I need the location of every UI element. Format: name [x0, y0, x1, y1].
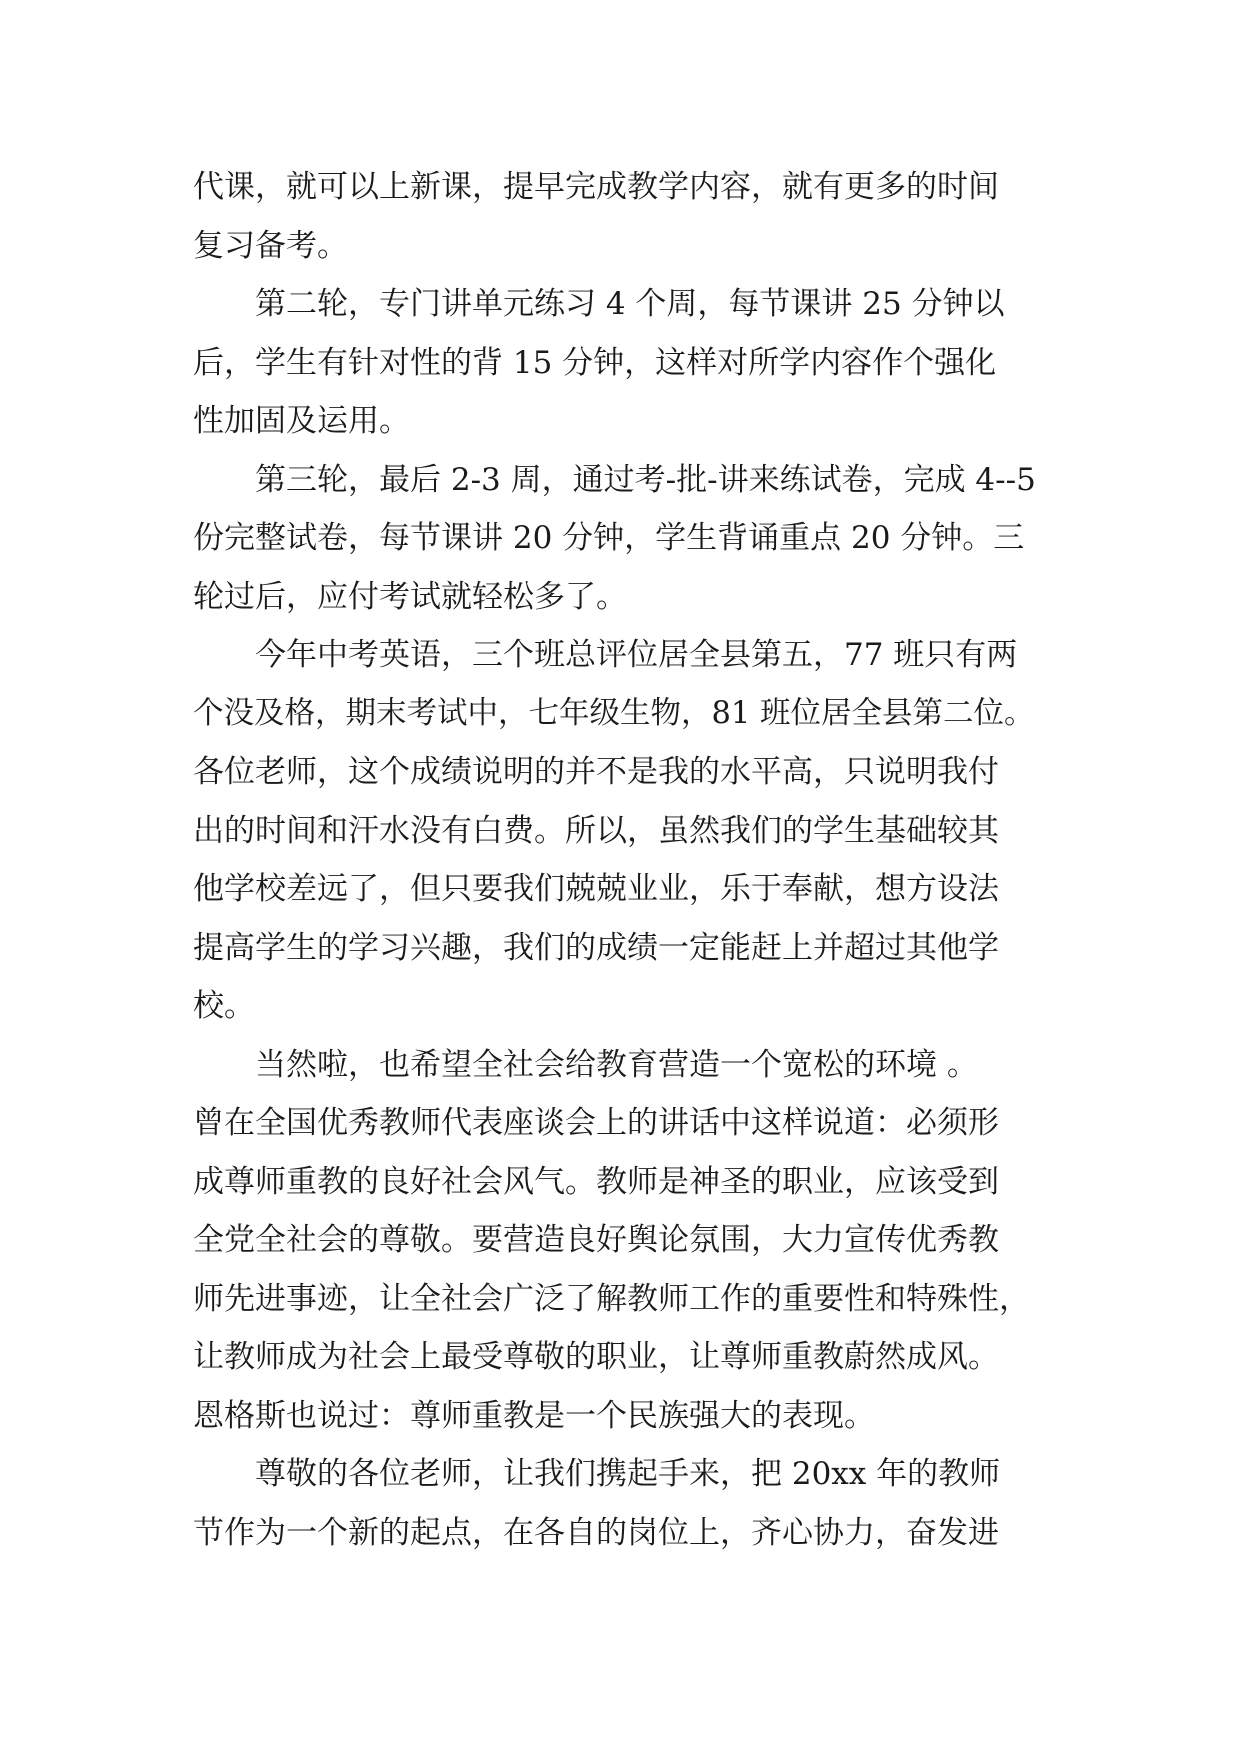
text-line-6: 第三轮，最后 2-3 周，通过考-批-讲来练试卷，完成 4--5	[255, 461, 1036, 498]
text-line-20: 师先进事迹，让全社会广泛了解教师工作的重要性和特殊性，	[193, 1280, 1030, 1317]
text-line-17: 曾在全国优秀教师代表座谈会上的讲话中这样说道：必须形	[193, 1105, 999, 1141]
text-line-13: 他学校差远了，但只要我们兢兢业业，乐于奉献，想方设法	[193, 871, 999, 907]
text-line-24: 节作为一个新的起点，在各自的岗位上，齐心协力，奋发进	[193, 1514, 999, 1551]
text-line-21: 让教师成为社会上最受尊敬的职业，让尊师重教蔚然成风。	[193, 1339, 999, 1375]
text-line-12: 出的时间和汗水没有白费。所以，虽然我们的学生基础较其	[193, 812, 999, 849]
text-line-19: 全党全社会的尊敬。要营造良好舆论氛围，大力宣传优秀教	[193, 1222, 999, 1258]
text-line-9: 今年中考英语，三个班总评位居全县第五，77 班只有两	[255, 637, 1018, 673]
text-line-15: 校。	[193, 988, 255, 1024]
text-line-23: 尊敬的各位老师，让我们携起手来，把 20xx 年的教师	[255, 1456, 1001, 1492]
text-line-7: 份完整试卷，每节课讲 20 分钟，学生背诵重点 20 分钟。三	[193, 520, 1025, 556]
text-line-10: 个没及格，期末考试中，七年级生物，81 班位居全县第二位。	[193, 695, 1035, 731]
text-line-3: 第二轮，专门讲单元练习 4 个周，每节课讲 25 分钟以	[255, 286, 1005, 322]
text-line-16: 当然啦，也希望全社会给教育营造一个宽松的环境 。	[255, 1046, 978, 1083]
text-line-8: 轮过后，应付考试就轻松多了。	[193, 578, 627, 615]
document-body	[193, 158, 1043, 1562]
text-line-1: 代课，就可以上新课，提早完成教学内容，就有更多的时间	[193, 169, 999, 205]
text-line-11: 各位老师，这个成绩说明的并不是我的水平高，只说明我付	[193, 754, 999, 790]
text-line-18: 成尊师重教的良好社会风气。教师是神圣的职业，应该受到	[193, 1163, 999, 1200]
text-line-14: 提高学生的学习兴趣，我们的成绩一定能赶上并超过其他学	[193, 929, 999, 966]
text-line-22: 恩格斯也说过：尊师重教是一个民族强大的表现。	[193, 1397, 875, 1434]
text-line-2: 复习备考。	[193, 227, 348, 264]
text-line-4: 后，学生有针对性的背 15 分钟，这样对所学内容作个强化	[193, 344, 997, 381]
text-line-5: 性加固及运用。	[193, 403, 410, 439]
